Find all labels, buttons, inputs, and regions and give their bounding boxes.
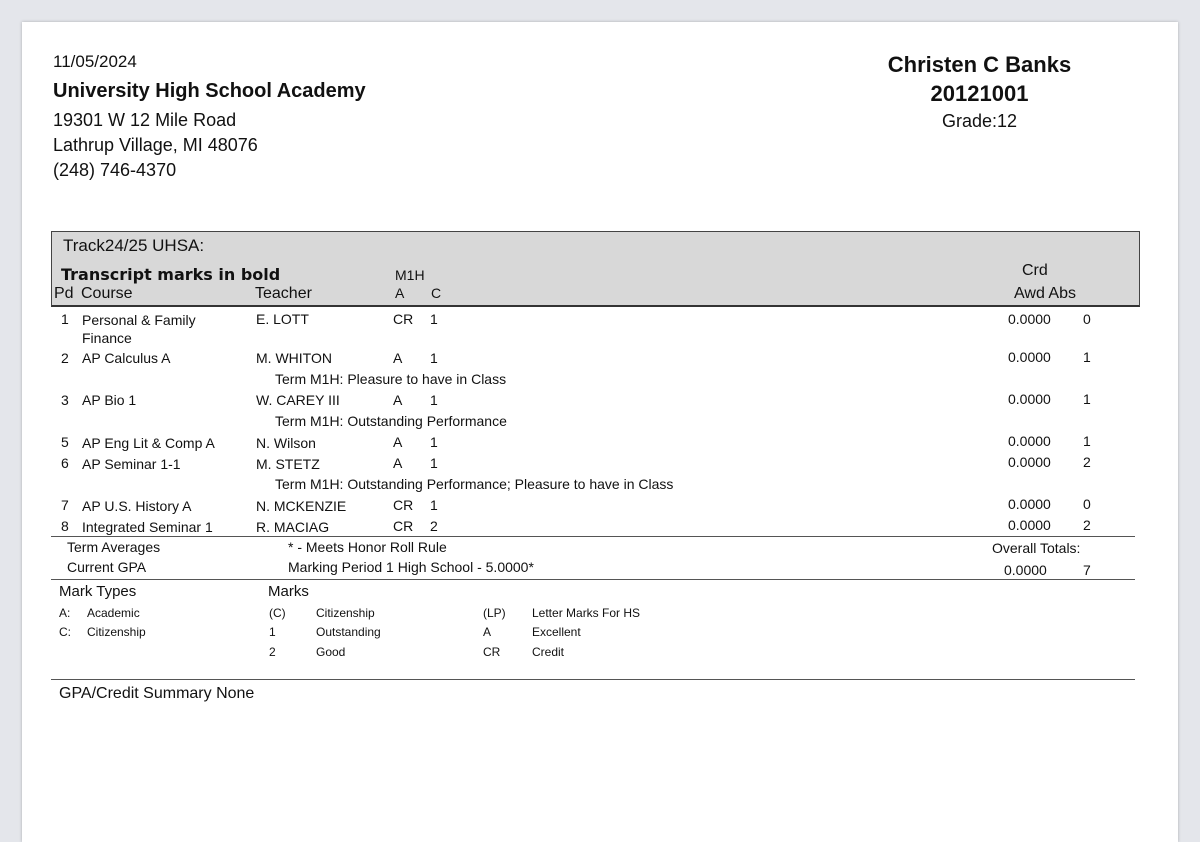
row-course: AP Calculus A [82,350,171,366]
m1h-header: M1H [395,267,425,283]
row-teacher: N. Wilson [256,435,316,451]
term-averages-label: Term Averages [67,539,161,555]
c-header: C [431,285,442,301]
mark-label: Letter Marks For HS [532,606,641,620]
mark-code: 1 [269,625,276,639]
mark-type-label: Academic [87,606,140,620]
mark-label: Credit [532,645,565,659]
row-awd: 0.0000 [1008,391,1051,407]
mark-code: (C) [269,606,286,620]
mark-code: A [483,625,492,639]
row-awd: 0.0000 [1008,311,1051,327]
row-awd: 0.0000 [1008,496,1051,512]
row-mark-c: 1 [430,311,438,327]
school-phone: (248) 746-4370 [53,160,177,180]
mark-label: Citizenship [316,606,375,620]
row-pd: 7 [61,497,69,513]
mark-label: Outstanding [316,625,381,639]
track-label: Track24/25 UHSA: [63,236,205,255]
mark-types-title: Mark Types [59,583,137,600]
row-awd: 0.0000 [1008,454,1051,470]
row-mark-c: 1 [430,350,438,366]
row-teacher: N. MCKENZIE [256,498,347,514]
row-teacher: M. STETZ [256,456,320,472]
row-mark-a: A [393,455,403,471]
row-mark-a: CR [393,518,414,534]
row-teacher: M. WHITON [256,350,332,366]
row-abs: 0 [1083,496,1091,512]
a-header: A [395,285,405,301]
row-awd: 0.0000 [1008,517,1051,533]
awd-abs-header: Awd Abs [1014,285,1076,302]
row-awd: 0.0000 [1008,349,1051,365]
row-mark-c: 1 [430,392,438,408]
mark-type-code: A: [59,606,71,620]
honor-roll-note: * - Meets Honor Roll Rule [288,539,447,555]
row-pd: 5 [61,434,69,450]
row-mark-c: 2 [430,518,438,534]
row-teacher: W. CAREY III [256,392,340,408]
student-grade: Grade:12 [941,111,1018,131]
transcript-note: Transcript marks in bold [61,265,281,284]
mark-label: Good [316,645,346,659]
row-course-cont: Finance [82,330,132,346]
row-teacher: E. LOTT [256,311,309,327]
row-abs: 2 [1083,517,1091,533]
school-address-line2: Lathrup Village, MI 48076 [53,135,258,155]
row-mark-c: 1 [430,497,438,513]
school-name: University High School Academy [53,80,366,102]
total-abs: 7 [1083,562,1091,578]
row-comment: Term M1H: Outstanding Performance; Pleasure to have in Class [275,476,674,492]
mark-type-code: C: [59,625,71,639]
mark-code: (LP) [483,606,506,620]
row-course: Personal & Family [82,312,196,328]
row-abs: 0 [1083,311,1091,327]
course-header: Course [81,285,133,302]
row-pd: 3 [61,392,69,408]
marking-period-gpa: Marking Period 1 High School - 5.0000* [288,559,534,575]
row-abs: 1 [1083,349,1091,365]
crd-header: Crd [1022,262,1048,279]
divider [51,679,1135,680]
row-mark-c: 1 [430,455,438,471]
row-course: AP U.S. History A [82,498,192,514]
row-course: AP Seminar 1-1 [82,456,181,472]
row-pd: 1 [61,311,69,327]
mark-type-label: Citizenship [87,625,146,639]
gpa-credit-summary: GPA/Credit Summary None [59,685,255,702]
row-abs: 2 [1083,454,1091,470]
row-pd: 6 [61,455,69,471]
student-id: 20121001 [930,81,1029,106]
transcript-page [22,22,1178,842]
row-course: AP Bio 1 [82,392,137,408]
divider [51,579,1135,580]
marks-title: Marks [268,583,309,600]
row-mark-c: 1 [430,434,438,450]
row-mark-a: A [393,392,403,408]
row-pd: 8 [61,518,69,534]
overall-totals-label: Overall Totals: [992,540,1081,556]
row-teacher: R. MACIAG [256,519,330,535]
current-gpa-label: Current GPA [67,559,147,575]
pd-header: Pd [54,285,74,302]
report-date: 11/05/2024 [53,52,137,71]
row-abs: 1 [1083,391,1091,407]
row-mark-a: CR [393,311,414,327]
row-course: AP Eng Lit & Comp A [82,435,215,451]
mark-code: CR [483,645,501,659]
row-comment: Term M1H: Pleasure to have in Class [275,371,507,387]
row-mark-a: CR [393,497,414,513]
row-abs: 1 [1083,433,1091,449]
row-comment: Term M1H: Outstanding Performance [275,413,507,429]
table-header-band [51,231,1140,307]
row-course: Integrated Seminar 1 [82,519,213,535]
school-address-line1: 19301 W 12 Mile Road [53,110,237,130]
teacher-header: Teacher [255,285,312,302]
mark-code: 2 [269,645,276,659]
row-awd: 0.0000 [1008,433,1051,449]
row-mark-a: A [393,350,403,366]
row-mark-a: A [393,434,403,450]
row-pd: 2 [61,350,69,366]
student-name: Christen C Banks [887,52,1072,77]
divider [51,536,1135,537]
total-awd: 0.0000 [1004,562,1047,578]
mark-label: Excellent [532,625,581,639]
